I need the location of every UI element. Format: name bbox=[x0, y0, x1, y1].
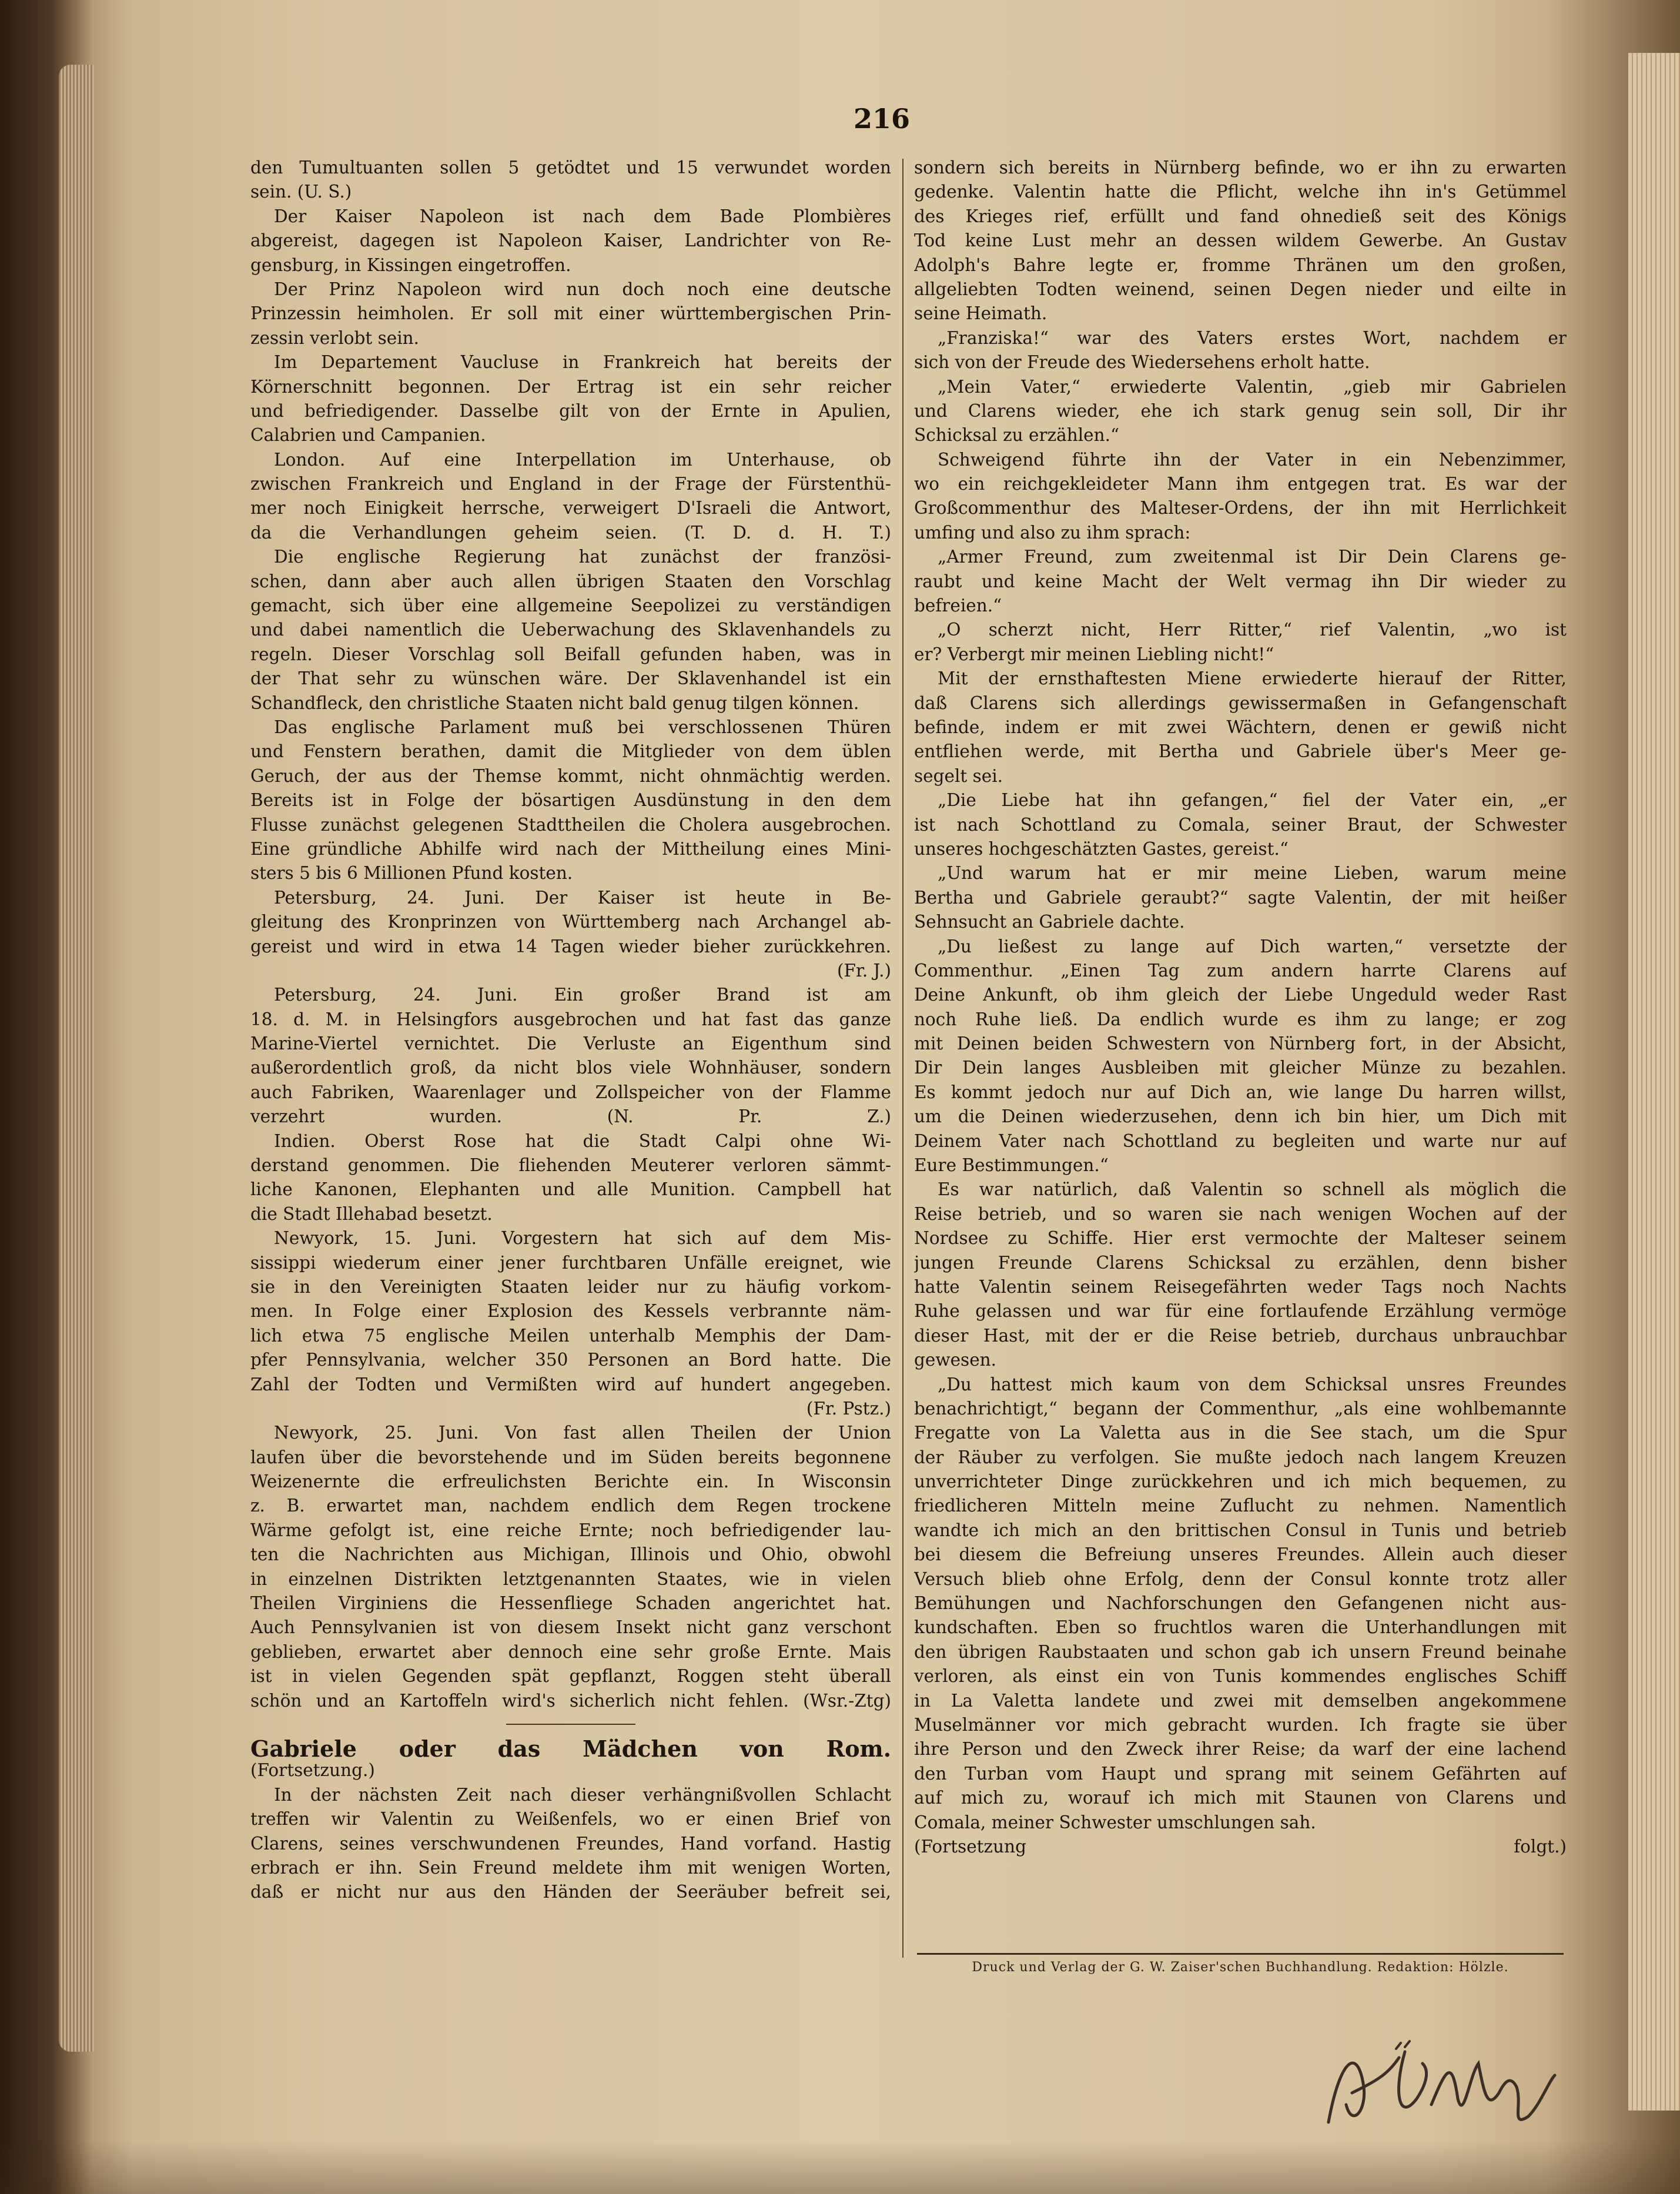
text-line: „Armer Freund, zum zweitenmal ist Dir Dein Clarens ge- bbox=[938, 547, 1567, 567]
text-line: friedlicheren Mitteln meine Zuflucht zu nehmen. Namentlich bbox=[914, 1496, 1567, 1516]
text-line: hatte Valentin seinem Reisegefährten weder Tags noch Nachts bbox=[914, 1276, 1567, 1297]
text-line: auch Fabriken, Waarenlager und Zollspeicher von der Flamme bbox=[250, 1082, 891, 1102]
text-line: daß er nicht nur aus den Händen der Seeräuber befreit sei, bbox=[250, 1882, 891, 1902]
text-line: Das englische Parlament muß bei verschlossenen Thüren bbox=[274, 717, 891, 737]
text-line: „O scherzt nicht, Herr Ritter,“ rief Valentin, „wo ist bbox=[938, 620, 1567, 640]
imprint-line: Druck und Verlag der G. W. Zaiser'schen Buchhandlung. Redaktion: Hölzle. bbox=[972, 1960, 1509, 1975]
text-line: Petersburg, 24. Juni. Der Kaiser ist heute in Be- bbox=[274, 887, 891, 908]
text-line: Bereits ist in Folge der bösartigen Ausdünstung in den dem bbox=[250, 790, 891, 811]
text-line: befreien.“ bbox=[914, 596, 1002, 616]
text-line: benachrichtigt,“ begann der Commenthur, „als eine wohlbemannte bbox=[914, 1398, 1567, 1419]
text-line: gensburg, in Kissingen eingetroffen. bbox=[250, 255, 571, 275]
text-line: sich von der Freude des Wiedersehens erholt hatte. bbox=[914, 352, 1370, 373]
text-line: treffen wir Valentin zu Weißenfels, wo er einen Brief von bbox=[250, 1809, 891, 1830]
text-line: Im Departement Vaucluse in Frankreich hat bereits der bbox=[274, 352, 891, 373]
text-line: ten die Nachrichten aus Michigan, Illinois und Ohio, obwohl bbox=[250, 1544, 891, 1565]
text-line: seine Heimath. bbox=[914, 303, 1048, 324]
text-line: Eure Bestimmungen.“ bbox=[914, 1155, 1109, 1176]
text-line: die Stadt Illehabad besetzt. bbox=[250, 1203, 493, 1224]
text-line: regeln. Dieser Vorschlag soll Beifall gefunden haben, was in bbox=[250, 644, 891, 664]
text-line: wandte ich mich an den brittischen Consul in Tunis und betrieb bbox=[914, 1520, 1567, 1540]
text-line: Commenthur. „Einen Tag zum andern harrte Clarens auf bbox=[914, 960, 1567, 981]
text-line: Bemühungen und Nachforschungen den Gefangenen nicht aus- bbox=[914, 1593, 1567, 1614]
text-line: Prinzessin heimholen. Er soll mit einer württembergischen Prin- bbox=[250, 303, 891, 324]
text-line: schen, dann aber auch allen übrigen Staaten den Vorschlag bbox=[250, 571, 891, 591]
text-line: wo ein reichgekleideter Mann ihm entgegen trat. Es war der bbox=[914, 474, 1567, 494]
text-line: Comala, meiner Schwester umschlungen sah. bbox=[914, 1812, 1316, 1832]
text-line: 18. d. M. in Helsingfors ausgebrochen und hat fast das ganze bbox=[250, 1009, 891, 1029]
text-line: den Turban vom Haupt und sprang mit seinem Gefährten auf bbox=[914, 1763, 1567, 1784]
right-page-edges bbox=[1628, 53, 1680, 2111]
text-line: unverrichteter Dinge zurückkehren und ich mich bequemen, zu bbox=[914, 1471, 1567, 1492]
text-line: Petersburg, 24. Juni. Ein großer Brand ist am bbox=[274, 985, 891, 1005]
text-line: zwischen Frankreich und England in der Frage der Fürstenthü- bbox=[250, 474, 891, 494]
text-line: bei diesem die Befreiung unseres Freundes. Allein auch dieser bbox=[914, 1544, 1567, 1565]
text-line: geblieben, erwartet aber dennoch eine sehr große Ernte. Mais bbox=[250, 1641, 891, 1662]
story-title: Gabriele oder das Mädchen von Rom. bbox=[250, 1735, 891, 1759]
imprint-rule bbox=[917, 1953, 1564, 1955]
text-line: außerordentlich groß, da nicht blos viele Wohnhäuser, sondern bbox=[250, 1058, 891, 1078]
text-line: der Räuber zu verfolgen. Sie mußte jedoch nach langem Kreuzen bbox=[914, 1447, 1567, 1467]
text-line: da die Verhandlungen geheim seien. (T. D. d. H. T.) bbox=[250, 522, 891, 543]
text-line: „Du ließest zu lange auf Dich warten,“ versetzte der bbox=[938, 936, 1567, 956]
text-line: Auch Pennsylvanien ist von diesem Insekt nicht ganz verschont bbox=[250, 1617, 891, 1638]
story-subtitle: (Fortsetzung.) bbox=[250, 1760, 375, 1781]
text-line: er? Verbergt mir meinen Liebling nicht!“ bbox=[914, 644, 1274, 664]
text-line: ist in vielen Gegenden spät gepflanzt, Roggen steht überall bbox=[250, 1666, 891, 1687]
text-line: Reise betrieb, und so waren sie nach wenigen Wochen auf der bbox=[914, 1203, 1567, 1224]
text-line: Sehnsucht an Gabriele dachte. bbox=[914, 912, 1185, 932]
text-line: und Fenstern berathen, damit die Mitglieder von dem üblen bbox=[250, 741, 891, 762]
text-line: „Und warum hat er mir meine Lieben, warum meine bbox=[938, 863, 1567, 884]
text-line: Geruch, der aus der Themse kommt, nicht ohnmächtig werden. bbox=[250, 765, 891, 786]
text-line: mer noch Einigkeit herrsche, verweigert D'Israeli die Antwort, bbox=[250, 498, 891, 519]
text-line: Schicksal zu erzählen.“ bbox=[914, 425, 1120, 446]
text-line: Die englische Regierung hat zunächst der französi- bbox=[274, 547, 891, 567]
text-line: um die Deinen wiederzusehen, denn ich bin hier, um Dich mit bbox=[914, 1106, 1567, 1127]
text-line: und befriedigender. Dasselbe gilt von der Ernte in Apulien, bbox=[250, 400, 891, 421]
text-line: Adolph's Bahre legte er, fromme Thränen um den großen, bbox=[914, 255, 1567, 275]
text-line: raubt und keine Macht der Welt vermag ihn Dir wieder zu bbox=[914, 571, 1567, 591]
column-divider bbox=[902, 159, 903, 1958]
text-line: segelt sei. bbox=[914, 765, 1003, 786]
text-line: des Krieges rief, erfüllt und fand ohnedieß seit des Königs bbox=[914, 206, 1567, 226]
handwritten-signature bbox=[1317, 2022, 1564, 2152]
text-line: noch Ruhe ließ. Da endlich wurde es ihm zu lange; er zog bbox=[914, 1009, 1567, 1029]
text-line: unseres hochgeschätzten Gastes, gereist.“ bbox=[914, 838, 1289, 859]
text-line: z. B. erwartet man, nachdem endlich dem Regen trockene bbox=[250, 1496, 891, 1516]
text-line: befinde, indem er mit zwei Wächtern, denen er gewiß nicht bbox=[914, 717, 1567, 737]
text-line: Muselmänner vor mich gebracht wurden. Ich fragte sie über bbox=[914, 1715, 1567, 1735]
text-line: dieser Hast, mit der er die Reise betrieb, durchaus unbrauchbar bbox=[914, 1325, 1567, 1346]
text-line: gereist und wird in etwa 14 Tagen wieder bieher zurückkehren. bbox=[250, 936, 891, 956]
text-line: Wärme gefolgt ist, eine reiche Ernte; noch befriedigender lau- bbox=[250, 1520, 891, 1540]
text-line: Ruhe gelassen und war für eine fortlaufende Erzählung vermöge bbox=[914, 1301, 1567, 1322]
text-line: Flusse zunächst gelegenen Stadttheilen die Cholera ausgebrochen. bbox=[250, 814, 891, 835]
text-line: Fregatte von La Valetta aus in die See stach, um die Spur bbox=[914, 1423, 1567, 1443]
text-line: sters 5 bis 6 Millionen Pfund kosten. bbox=[250, 863, 573, 884]
text-line: liche Kanonen, Elephanten und alle Munition. Campbell hat bbox=[250, 1179, 891, 1200]
text-line: Newyork, 15. Juni. Vorgestern hat sich auf dem Mis- bbox=[274, 1228, 891, 1249]
text-line: Nordsee zu Schiffe. Hier erst vermochte der Malteser seinem bbox=[914, 1228, 1567, 1249]
text-line: den Tumultuanten sollen 5 getödtet und 15 verwundet worden bbox=[250, 158, 891, 178]
text-line: und dabei namentlich die Ueberwachung des Sklavenhandels zu bbox=[250, 620, 891, 640]
text-line: London. Auf eine Interpellation im Unterhause, ob bbox=[274, 449, 891, 470]
text-line: ihre Person und den Zweck ihrer Reise; da warf der eine lachend bbox=[914, 1739, 1567, 1760]
text-line: Theilen Virginiens die Hessenfliege Schaden angerichtet hat. bbox=[250, 1593, 891, 1614]
text-line: Newyork, 25. Juni. Von fast allen Theilen der Union bbox=[274, 1423, 891, 1443]
text-line: Weizenernte die erfreulichsten Berichte ein. In Wisconsin bbox=[250, 1471, 891, 1492]
text-line: Großcommenthur des Malteser-Ordens, der ihn mit Herrlichkeit bbox=[914, 498, 1567, 519]
text-line: gemacht, sich über eine allgemeine Seepolizei zu verständigen bbox=[250, 596, 891, 616]
text-line: verzehrt wurden. (N. Pr. Z.) bbox=[250, 1106, 891, 1127]
text-line: abgereist, dagegen ist Napoleon Kaiser, Landrichter von Re- bbox=[250, 230, 891, 251]
text-line: sie in den Vereinigten Staaten leider nur zu häufig vorkom- bbox=[250, 1276, 891, 1297]
text-line: allgeliebten Todten weinend, seinen Degen nieder und eilte in bbox=[914, 279, 1567, 299]
text-line: Marine-Viertel vernichtet. Die Verluste an Eigenthum sind bbox=[250, 1034, 891, 1054]
text-line: Schweigend führte ihn der Vater in ein Nebenzimmer, bbox=[938, 449, 1567, 470]
text-line: gedenke. Valentin hatte die Pflicht, welche ihn in's Getümmel bbox=[914, 182, 1567, 202]
text-line: Schandfleck, den christliche Staaten nicht bald genug tilgen können. bbox=[250, 693, 859, 713]
text-line: sein. (U. S.) bbox=[250, 182, 352, 202]
text-line: zessin verlobt sein. bbox=[250, 327, 420, 348]
text-line: Es war natürlich, daß Valentin so schnell als möglich die bbox=[938, 1179, 1567, 1200]
text-line: Clarens, seines verschwundenen Freundes, Hand vorfand. Hastig bbox=[250, 1833, 891, 1854]
text-line: in einzelnen Distrikten letztgenannten Staates, wie in vielen bbox=[250, 1568, 891, 1589]
text-line: Deine Ankunft, ob ihm gleich der Liebe Ungeduld weder Rast bbox=[914, 985, 1567, 1005]
text-line: schön und an Kartoffeln wird's sicherlich nicht fehlen. (Wsr.-Ztg) bbox=[250, 1690, 891, 1711]
page-number: 216 bbox=[853, 103, 911, 135]
text-line: in La Valetta landete und zwei mit demselben angekommene bbox=[914, 1690, 1567, 1711]
text-line: kundschaften. Eben so fruchtlos waren die Unterhandlungen mit bbox=[914, 1617, 1567, 1638]
text-line: Zahl der Todten und Vermißten wird auf hundert angegeben. bbox=[250, 1374, 891, 1394]
text-line: Bertha und Gabriele geraubt?“ sagte Valentin, der mit heißer bbox=[914, 887, 1567, 908]
text-line: der That sehr zu wünschen wäre. Der Sklavenhandel ist ein bbox=[250, 668, 891, 689]
story-separator bbox=[506, 1724, 635, 1725]
text-line: den übrigen Raubstaaten und schon gab ich unsern Freund beinahe bbox=[914, 1641, 1567, 1662]
text-line: „Mein Vater,“ erwiederte Valentin, „gieb mir Gabrielen bbox=[938, 376, 1567, 397]
text-line: (Fr. J.) bbox=[836, 960, 891, 981]
text-line: Körnerschnitt begonnen. Der Ertrag ist ein sehr reicher bbox=[250, 376, 891, 397]
text-line: Indien. Oberst Rose hat die Stadt Calpi ohne Wi- bbox=[274, 1131, 891, 1151]
text-line: „Du hattest mich kaum von dem Schicksal unsres Freundes bbox=[938, 1374, 1567, 1394]
text-line: (Fortsetzung folgt.) bbox=[914, 1836, 1567, 1857]
text-line: Deinem Vater nach Schottland zu begleiten und warte nur auf bbox=[914, 1131, 1567, 1151]
text-line: Eine gründliche Abhilfe wird nach der Mittheilung eines Mini- bbox=[250, 838, 891, 859]
text-line: Mit der ernsthaftesten Miene erwiederte hierauf der Ritter, bbox=[938, 668, 1567, 689]
text-line: men. In Folge einer Explosion des Kessels verbrannte näm- bbox=[250, 1301, 891, 1322]
text-line: entfliehen werde, mit Bertha und Gabriele über's Meer ge- bbox=[914, 741, 1567, 762]
text-line: Calabrien und Campanien. bbox=[250, 425, 486, 446]
text-line: In der nächsten Zeit nach dieser verhängnißvollen Schlacht bbox=[274, 1784, 891, 1805]
text-line: laufen über die bevorstehende und im Süden bereits begonnene bbox=[250, 1447, 891, 1467]
text-line: auf mich zu, worauf ich mich mit Staunen von Clarens und bbox=[914, 1788, 1567, 1808]
text-line: Versuch blieb ohne Erfolg, denn der Consul konnte trotz aller bbox=[914, 1568, 1567, 1589]
text-line: „Franziska!“ war des Vaters erstes Wort, nachdem er bbox=[938, 327, 1567, 348]
text-line: derstand genommen. Die fliehenden Meuterer verloren sämmt- bbox=[250, 1155, 891, 1176]
text-line: und Clarens wieder, ehe ich stark genug sein soll, Dir ihr bbox=[914, 400, 1567, 421]
text-line: gewesen. bbox=[914, 1350, 997, 1370]
text-line: Der Kaiser Napoleon ist nach dem Bade Plombières bbox=[274, 206, 891, 226]
left-column bbox=[250, 156, 891, 1905]
text-line: lich etwa 75 englische Meilen unterhalb Memphis der Dam- bbox=[250, 1325, 891, 1346]
text-line: pfer Pennsylvania, welcher 350 Personen an Bord hatte. Die bbox=[250, 1350, 891, 1370]
text-line: Dir Dein langes Ausbleiben mit gleicher Münze zu bezahlen. bbox=[914, 1058, 1567, 1078]
text-line: daß Clarens sich allerdings gewissermaßen in Gefangenschaft bbox=[914, 693, 1567, 713]
left-page-edges bbox=[59, 65, 94, 2052]
text-line: umfing und also zu ihm sprach: bbox=[914, 522, 1191, 543]
text-line: erbrach er ihn. Sein Freund meldete ihm mit wenigen Worten, bbox=[250, 1857, 891, 1878]
text-line: jungen Freunde Clarens Schicksal zu erzählen, denn bisher bbox=[914, 1252, 1567, 1273]
text-line: „Die Liebe hat ihn gefangen,“ fiel der Vater ein, „er bbox=[938, 790, 1567, 811]
text-line: Es kommt jedoch nur auf Dich an, wie lange Du harren willst, bbox=[914, 1082, 1567, 1102]
text-line: ist nach Schottland zu Comala, seiner Braut, der Schwester bbox=[914, 814, 1567, 835]
text-line: sissippi wiederum einer jener furchtbaren Unfälle ereignet, wie bbox=[250, 1252, 891, 1273]
text-line: sondern sich bereits in Nürnberg befinde, wo er ihn zu erwarten bbox=[914, 158, 1567, 178]
text-line: Tod keine Lust mehr an dessen wildem Gewerbe. An Gustav bbox=[914, 230, 1567, 251]
text-line: gleitung des Kronprinzen von Württemberg nach Archangel ab- bbox=[250, 912, 891, 932]
text-line: Der Prinz Napoleon wird nun doch noch eine deutsche bbox=[274, 279, 891, 299]
text-line: verloren, als einst ein von Tunis kommendes englisches Schiff bbox=[914, 1666, 1567, 1687]
bottom-shadow bbox=[0, 2140, 1680, 2194]
text-line: mit Deinen beiden Schwestern von Nürnberg fort, in der Absicht, bbox=[914, 1034, 1567, 1054]
text-line: (Fr. Pstz.) bbox=[806, 1398, 891, 1419]
right-column bbox=[914, 156, 1567, 1859]
